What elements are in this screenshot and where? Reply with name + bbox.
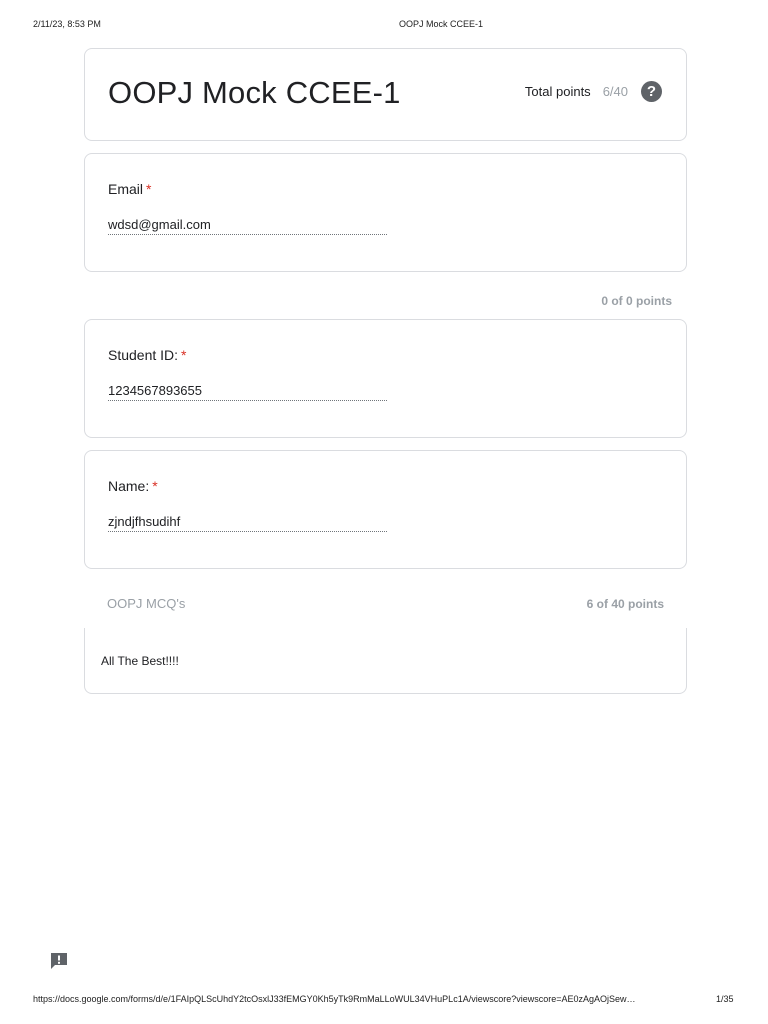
- question-label-text: Name:: [108, 478, 150, 494]
- required-mark: *: [146, 181, 152, 197]
- help-circle-icon[interactable]: ?: [641, 81, 662, 102]
- question-label-text: Email: [108, 181, 144, 197]
- section-description: All The Best!!!!: [101, 654, 179, 668]
- section-title: OOPJ MCQ's: [107, 596, 186, 611]
- print-document-title: OOPJ Mock CCEE-1: [398, 19, 483, 29]
- question-label: [108, 478, 158, 494]
- email-answer: wdsd@gmail.com: [108, 217, 387, 235]
- total-points-label: Total points: [524, 84, 591, 99]
- question-label-text: Student ID:: [108, 347, 179, 363]
- question-label: [108, 347, 187, 363]
- required-mark: *: [152, 478, 158, 494]
- question-card-name: [84, 450, 687, 569]
- question-card-email: [84, 153, 687, 272]
- section-points: 0 of 0 points: [601, 294, 672, 308]
- section-description-card: [84, 628, 687, 694]
- student-id-answer: 1234567893655: [108, 383, 387, 401]
- form-header-card: [84, 48, 687, 141]
- total-points: [525, 81, 662, 102]
- print-url: https://docs.google.com/forms/d/e/1FAIpQLScUhdY2tcOsxlJ33fEMGY0Kh5yTk9RmMaLLoWUL34VHuPLc1A/viewscore?viewscore=AE0zAgAOjSew…: [33, 994, 636, 1004]
- total-points-value: 6/40: [602, 84, 628, 99]
- section-points: 6 of 40 points: [586, 597, 664, 611]
- name-answer: zjndjfhsudihf: [108, 514, 387, 532]
- feedback-icon[interactable]: [49, 951, 69, 971]
- section-header: [84, 596, 687, 614]
- form-title: OOPJ Mock CCEE-1: [108, 75, 401, 110]
- question-label: [108, 181, 151, 197]
- required-mark: *: [181, 347, 187, 363]
- question-card-student-id: [84, 319, 687, 438]
- print-page-number: 1/35: [716, 994, 734, 1004]
- print-header: [0, 19, 768, 31]
- print-datetime: 2/11/23, 8:53 PM: [33, 19, 101, 29]
